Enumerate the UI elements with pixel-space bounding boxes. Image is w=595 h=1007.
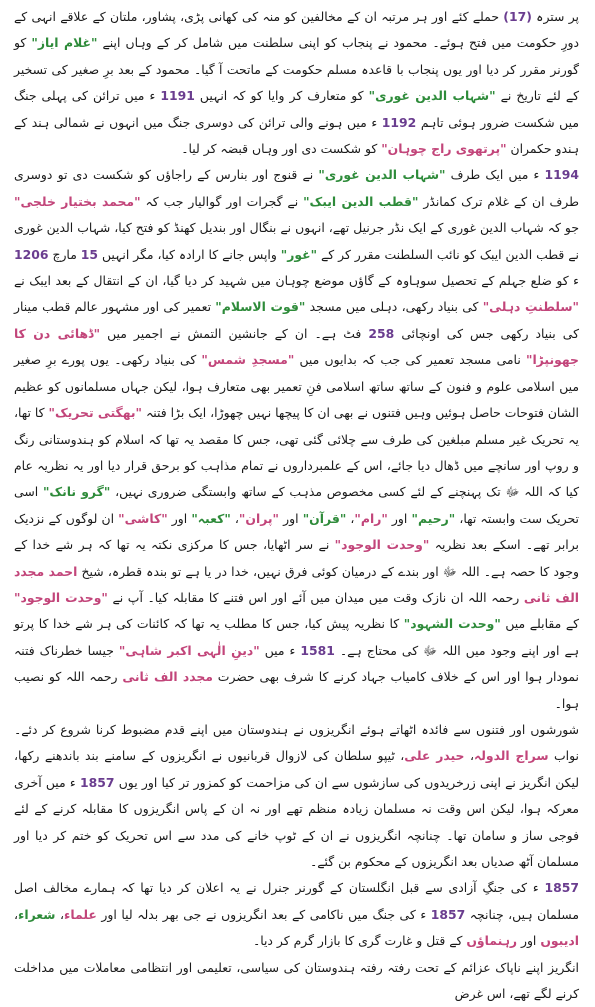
text-run: کو شکست دی اور وہاں قبضہ کر لیا۔	[181, 141, 382, 157]
paragraph-sultanate-fitnas	[14, 162, 579, 717]
highlighted-number: 1194	[544, 167, 579, 183]
highlighted-number: 1857	[430, 906, 466, 922]
text-run: ،	[55, 906, 65, 922]
text-run: ان لوگوں کے نزدیک برابر تھے۔ اسکے بعد نظریہ	[14, 510, 579, 553]
paragraph-british-interference	[14, 955, 579, 1007]
text-run: ،	[464, 748, 474, 764]
highlighted-term: "ڈھائی دن کا جھونپڑا"	[14, 325, 579, 368]
highlighted-term: "بھگتی تحریک"	[48, 405, 143, 421]
highlighted-term: "پران"	[238, 510, 280, 526]
text-run: اور	[387, 510, 412, 526]
text-run: انگریز اپنے ناپاک عزائم کے تحت رفتہ رفتہ ہندوستان کی سیاسی، تعلیمی اور انتظامی معاملات میں مداخلت کرنے لگے تھے، اس غرض	[14, 959, 579, 1002]
text-run: اسی تحریک ست وابستہ تھا،	[14, 484, 579, 526]
text-run: جو کہ شہاب الدین غوری کے ایک نڈر جرنیل تھے، انہوں نے بنگال اور بندیل کھنڈ کو فتح کیا، شہاب الدین غوری نے قطب الدین ایبک کو نائب السلطنت مقرر کر کے	[14, 220, 580, 262]
paragraph-british-arrival	[14, 717, 579, 875]
text-run: مارچ	[48, 246, 81, 262]
article-body	[14, 4, 579, 1007]
text-run: ء میں	[259, 642, 301, 658]
highlighted-term: "وحدت الوجود"	[334, 537, 430, 553]
highlighted-number: (17)	[503, 9, 532, 24]
text-run: کا نظریہ پیش کیا، جس کا مطلب یہ تھا کہ کائنات کی ہر شے خدا کا پرتو ہے اور اپنے وجود میں اللہ ﷻ کی محتاج ہے۔	[14, 616, 579, 658]
highlighted-number: 15	[80, 246, 99, 262]
highlighted-term: "کاشی"	[118, 510, 168, 526]
highlighted-term: "رحیم"	[411, 510, 456, 526]
text-run: ء میں آخری معرکہ ہوا، لیکن اس وقت نہ مسلمان زیادہ منظم تھے اور نہ ان کے پاس انگریزوں کا مقابلہ کرنے کے لئے فوجی ساز و سامان تھا۔ چنانچہ انگریزوں نے ان کے ٹوپ خانے کی مدد سے اس تحریک کو ختم کر دیا اور مسلمان آٹھ صدیاں بعد انگریزوں کے محکوم بن گئے۔	[14, 774, 579, 869]
text-run: جیسا خطرناک فتنہ نمودار ہوا اور اس کے خلاف کامیاب جہاد کرنے کا شرف بھی حضرت	[14, 642, 579, 685]
highlighted-term: "سلطنتِ دہلی"	[482, 299, 579, 315]
highlighted-term: "غلام ایاز"	[31, 35, 98, 51]
text-run: رحمہ اللہ کو نصیب ہوا۔	[14, 669, 579, 711]
highlighted-term: "قرآن"	[302, 510, 347, 526]
highlighted-number: 1191	[160, 88, 195, 104]
text-run: واپس جانے کا ارادہ کیا، مگر انہیں	[98, 246, 281, 262]
text-run: نے گجرات اور گوالیار جب کہ	[140, 193, 304, 209]
highlighted-term: "قوت الاسلام"	[215, 299, 306, 315]
highlighted-term: سراج الدولہ	[473, 748, 549, 764]
text-run: کی بنیاد رکھی، دہلی میں مسجد	[305, 299, 483, 315]
text-run: ء میں ہونے والی ترائن کی دوسری جنگ میں انہوں نے شمالی ہند کے ہندو حکمران	[14, 114, 579, 157]
highlighted-term: "دینِ الٰہی اکبر شاہی"	[118, 642, 260, 658]
text-run: ء کی جنگ میں ناکامی کے بعد انگریزوں نے جی بھر بدلہ لیا اور	[96, 906, 431, 922]
text-run: حملے کئے اور ہر مرتبہ ان کے مخالفین کو منہ کی کھانی پڑی، پشاور، ملتان کے علاقے انہی کے دورِ حکومت میں فتح ہوئے۔ محمود نے پنجاب کو اپنی سلطنت میں شامل کر کے وہاں اپنے	[14, 9, 579, 51]
paragraph-1857-war	[14, 875, 579, 954]
text-run: اور	[279, 510, 303, 526]
highlighted-number: 258	[368, 325, 395, 341]
highlighted-term: احمد مجدد الف ثانی	[14, 563, 580, 605]
paragraph-ghaznavi-ghori	[14, 4, 579, 162]
highlighted-term: حیدر علی	[404, 748, 465, 764]
highlighted-term: "مسجدِ شمس"	[201, 352, 295, 368]
text-run: کو گورنر مقرر کر دیا اور یوں پنجاب با قاعدہ مسلم حکومت کے ماتحت آ گیا۔ محمود کے بعد برِ صغیر کی تسخیر کے لئے تاریخ نے	[14, 35, 580, 104]
highlighted-term: ادیبوں	[540, 933, 579, 949]
text-run: اور	[167, 510, 192, 526]
highlighted-term: "وحدت الوجود"	[14, 589, 108, 605]
text-run: ء میں ترائن کی پہلی جنگ میں شکست ضرور ہوئی تاہم	[14, 88, 579, 130]
text-run: ، ٹیپو سلطان کی لازوال قربانیوں نے انگریزوں کے سامنے بند باندھنے رکھا، لیکن انگریز نے اپنی زرخریدوں کی سازشوں سے ان کی مزاحمت کو کمزور تر کیا اور یوں	[14, 748, 579, 790]
highlighted-number: 1581	[300, 642, 335, 658]
text-run: نے سر اٹھایا، جس کا مرکزی نکتہ یہ تھا کہ ہر شے خدا کے وجود کا حصہ ہے۔ اللہ ﷻ اور بندے کے درمیان کوئی فرق نہیں، خدا در یا ہے تو بندہ قطرہ، شیخ	[14, 537, 580, 579]
highlighted-number: 1857	[79, 774, 115, 790]
highlighted-term: "کعبہ"	[191, 510, 231, 526]
highlighted-term: "گرو نانک"	[42, 484, 111, 500]
text-run: ء میں ایک طرف	[445, 167, 545, 183]
highlighted-term: "وحدت الشہود"	[403, 616, 501, 632]
highlighted-term: "قطب الدین ایبک"	[303, 193, 419, 209]
text-run: ء کی جنگِ آزادی سے قبل انگلستان کے گورنر جنرل نے یہ اعلان کر دیا تھا کہ ہمارے مخالف اصل مسلمان ہیں، چنانچہ	[14, 880, 579, 922]
highlighted-term: "پرتھوی راج چوہان"	[381, 141, 507, 157]
text-run: ،	[14, 906, 18, 922]
highlighted-number: 1857	[544, 880, 579, 896]
highlighted-term: "محمد بختیار خلجی"	[14, 193, 141, 209]
highlighted-term: "غور"	[280, 246, 318, 262]
highlighted-term: علماء	[64, 906, 97, 922]
highlighted-term: مجدد الف ثانی	[122, 669, 213, 685]
text-run: فٹ ہے۔ ان کے جانشین التمش نے اجمیر میں	[100, 325, 369, 341]
text-run: کے مقابلے میں	[500, 616, 579, 632]
text-run: ،	[346, 510, 355, 526]
text-run: کے قتل و غارت گری کا بازار گرم کر دیا۔	[252, 933, 467, 949]
text-run: اور	[517, 933, 541, 949]
text-run: پر سترہ	[531, 9, 579, 24]
text-run: ،	[230, 510, 239, 526]
highlighted-term: "شہاب الدین غوری"	[318, 167, 446, 183]
text-run: نے قنوج اور بنارس کے راجاؤں کو شکست دی تو دوسری طرف ان کے غلام ترک کمانڈر	[14, 167, 579, 209]
text-run: تعمیر کی اور مشہور عالم قطب مینار کی بنیاد رکھی جس کی اونچائی	[14, 299, 580, 341]
text-run: شورشوں اور فتنوں سے فائدہ اٹھاتے ہوئے انگریزوں نے ہندوستان میں اپنے قدم مضبوط کرنا شروع کر دئے۔ نواب	[14, 721, 579, 764]
text-run: ء کو ضلع جہلم کے تحصیل سوہاوہ کے گاؤں موضع چوہان میں شہید کر دیا گیا، ان کے انتقال کے بعد ایبک نے	[14, 273, 579, 289]
highlighted-term: "رام"	[354, 510, 388, 526]
highlighted-number: 1192	[381, 114, 417, 130]
highlighted-number: 1206	[14, 246, 49, 262]
text-run: رحمہ اللہ ان نازک وقت میں میدان میں آئے اور اس فتنے کا مقابلہ کیا۔ آپ نے	[107, 589, 524, 605]
text-run: کی بنیاد رکھی۔ یوں پورے برِ صغیر میں اسلامی علوم و فنون کے ساتھ ساتھ اسلامی فنِ تعمیر بھی متعارف ہوا، لیکن جہاں مسلمانوں کو عظیم الشان فتوحات حاصل ہوئیں وہیں فتنوں نے بھی ان کا پیچھا نہیں چھوڑا، ایک بڑا فتنہ	[14, 352, 579, 421]
highlighted-term: شعراء	[18, 906, 56, 922]
text-run: کو متعارف کر وایا کو کہ انہیں	[194, 88, 369, 104]
highlighted-term: "شہاب الدین غوری"	[368, 88, 496, 104]
text-run: کا تھا، یہ تحریک غیر مسلم مبلغین کی طرف سے چلائی گئی تھی، جس کا مقصد یہ تھا کہ اسلام کو ہندوستانی رنگ و روپ اور سانچے میں ڈھال دیا جائے، اس کے علمبرداروں نے تمام مذاہب کو برحق قرار دیا اور یہ نظریہ عام کیا کہ اللہ ﷻ تک پہنچنے کے لئے کسی مخصوص مذہب کے ساتھ وابستگی ضروری نہیں،	[14, 405, 579, 500]
highlighted-term: رہنماؤں	[466, 933, 518, 949]
text-run: نامی مسجد تعمیر کی جب کہ بدایوں میں	[294, 352, 526, 368]
